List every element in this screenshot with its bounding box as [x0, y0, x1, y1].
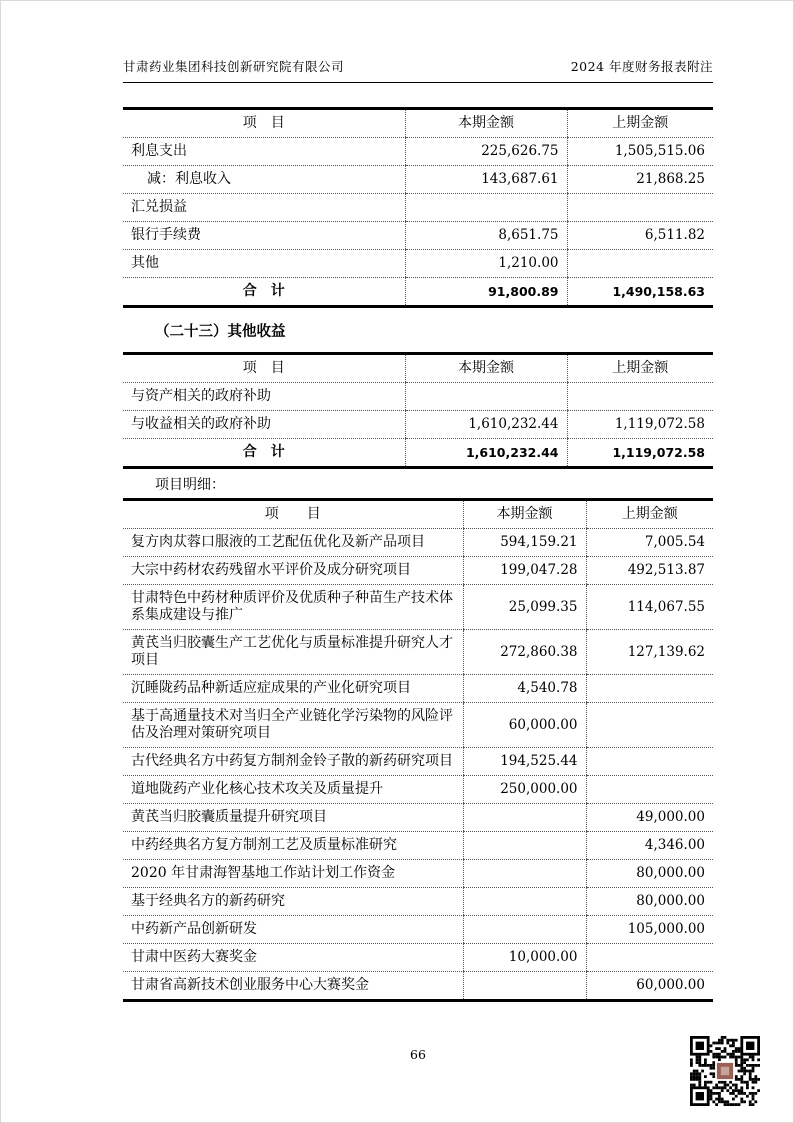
item-cell: 中药新产品创新研发 — [123, 916, 463, 944]
prior-amount-cell: 1,119,072.58 — [567, 439, 713, 468]
prior-amount-cell — [586, 944, 713, 972]
prior-amount-cell: 1,505,515.06 — [567, 138, 713, 166]
prior-amount-cell: 80,000.00 — [586, 860, 713, 888]
prior-amount-cell: 4,346.00 — [586, 832, 713, 860]
current-amount-cell: 8,651.75 — [405, 222, 567, 250]
page-number: 66 — [410, 1047, 426, 1062]
qr-code-image — [690, 1036, 760, 1106]
current-amount-cell: 10,000.00 — [463, 944, 586, 972]
table-row — [123, 529, 713, 557]
table-row — [123, 138, 713, 166]
table-row — [123, 860, 713, 888]
current-amount-cell: 594,159.21 — [463, 529, 586, 557]
col-header-item: 项 目 — [123, 354, 405, 383]
table-row — [123, 383, 713, 411]
table-row — [123, 411, 713, 439]
item-cell: 黄芪当归胶囊生产工艺优化与质量标准提升研究人才项目 — [123, 630, 463, 675]
table-row — [123, 675, 713, 703]
current-amount-cell: 1,210.00 — [405, 250, 567, 278]
prior-amount-cell: 6,511.82 — [567, 222, 713, 250]
table-row — [123, 703, 713, 748]
prior-amount-cell — [586, 675, 713, 703]
table-row — [123, 748, 713, 776]
company-name: 甘肃药业集团科技创新研究院有限公司 — [123, 59, 345, 74]
current-amount-cell — [405, 194, 567, 222]
current-amount-cell — [463, 972, 586, 1001]
total-row — [123, 278, 713, 307]
financial-expense-table — [123, 107, 713, 308]
table-row — [123, 194, 713, 222]
current-amount-cell: 194,525.44 — [463, 748, 586, 776]
col-header-current-amount: 本期金额 — [405, 109, 567, 138]
total-row — [123, 439, 713, 468]
col-header-current-amount: 本期金额 — [463, 500, 586, 529]
current-amount-cell: 143,687.61 — [405, 166, 567, 194]
report-title: 2024 年度财务报表附注 — [570, 59, 713, 74]
item-cell: 合 计 — [123, 278, 405, 307]
current-amount-cell — [463, 832, 586, 860]
item-cell: 与资产相关的政府补助 — [123, 383, 405, 411]
item-cell: 与收益相关的政府补助 — [123, 411, 405, 439]
table-row — [123, 250, 713, 278]
detail-label: 项目明细： — [155, 477, 225, 493]
item-cell: 大宗中药材农药残留水平评价及成分研究项目 — [123, 557, 463, 585]
item-cell: 复方肉苁蓉口服液的工艺配伍优化及新产品项目 — [123, 529, 463, 557]
prior-amount-cell — [567, 250, 713, 278]
prior-amount-cell: 1,119,072.58 — [567, 411, 713, 439]
table-row — [123, 832, 713, 860]
item-cell: 基于经典名方的新药研究 — [123, 888, 463, 916]
prior-amount-cell: 127,139.62 — [586, 630, 713, 675]
item-cell: 道地陇药产业化核心技术攻关及质量提升 — [123, 776, 463, 804]
col-header-prior-amount: 上期金额 — [586, 500, 713, 529]
item-cell: 古代经典名方中药复方制剂金铃子散的新药研究项目 — [123, 748, 463, 776]
item-cell: 银行手续费 — [123, 222, 405, 250]
current-amount-cell — [463, 804, 586, 832]
table-row — [123, 585, 713, 630]
other-income-table — [123, 352, 713, 469]
current-amount-cell: 91,800.89 — [405, 278, 567, 307]
current-amount-cell: 1,610,232.44 — [405, 439, 567, 468]
prior-amount-cell: 492,513.87 — [586, 557, 713, 585]
item-cell: 2020 年甘肃海智基地工作站计划工作资金 — [123, 860, 463, 888]
prior-amount-cell: 1,490,158.63 — [567, 278, 713, 307]
grant-detail-table — [123, 498, 713, 1002]
item-cell: 甘肃省高新技术创业服务中心大赛奖金 — [123, 972, 463, 1001]
prior-amount-cell: 60,000.00 — [586, 972, 713, 1001]
qr-code — [690, 1036, 760, 1106]
header-row — [123, 109, 713, 138]
current-amount-cell — [463, 860, 586, 888]
table-row — [123, 630, 713, 675]
table-row — [123, 888, 713, 916]
item-cell: 汇兑损益 — [123, 194, 405, 222]
prior-amount-cell — [567, 194, 713, 222]
item-cell: 减：利息收入 — [123, 166, 405, 194]
page-header — [123, 0, 713, 83]
item-cell: 中药经典名方复方制剂工艺及质量标准研究 — [123, 832, 463, 860]
header-row — [123, 500, 713, 529]
prior-amount-cell — [567, 383, 713, 411]
current-amount-cell: 225,626.75 — [405, 138, 567, 166]
item-cell: 基于高通量技术对当归全产业链化学污染物的风险评估及治理对策研究项目 — [123, 703, 463, 748]
prior-amount-cell — [586, 748, 713, 776]
section-heading: （二十三）其他收益 — [155, 323, 286, 340]
table-row — [123, 944, 713, 972]
prior-amount-cell: 7,005.54 — [586, 529, 713, 557]
current-amount-cell: 60,000.00 — [463, 703, 586, 748]
col-header-current-amount: 本期金额 — [405, 354, 567, 383]
current-amount-cell: 1,610,232.44 — [405, 411, 567, 439]
current-amount-cell: 250,000.00 — [463, 776, 586, 804]
item-cell: 黄芪当归胶囊质量提升研究项目 — [123, 804, 463, 832]
content-column — [123, 0, 713, 1002]
current-amount-cell: 4,540.78 — [463, 675, 586, 703]
item-cell: 合 计 — [123, 439, 405, 468]
item-cell: 其他 — [123, 250, 405, 278]
prior-amount-cell: 105,000.00 — [586, 916, 713, 944]
current-amount-cell: 25,099.35 — [463, 585, 586, 630]
prior-amount-cell: 80,000.00 — [586, 888, 713, 916]
current-amount-cell — [405, 383, 567, 411]
item-cell: 沉睡陇药品种新适应症成果的产业化研究项目 — [123, 675, 463, 703]
current-amount-cell: 272,860.38 — [463, 630, 586, 675]
current-amount-cell — [463, 888, 586, 916]
table-row — [123, 166, 713, 194]
col-header-item: 项 目 — [123, 109, 405, 138]
col-header-item: 项 目 — [123, 500, 463, 529]
col-header-prior-amount: 上期金额 — [567, 109, 713, 138]
item-cell: 利息支出 — [123, 138, 405, 166]
col-header-prior-amount: 上期金额 — [567, 354, 713, 383]
current-amount-cell: 199,047.28 — [463, 557, 586, 585]
prior-amount-cell: 21,868.25 — [567, 166, 713, 194]
prior-amount-cell — [586, 703, 713, 748]
prior-amount-cell: 49,000.00 — [586, 804, 713, 832]
item-cell: 甘肃特色中药材种质评价及优质种子种苗生产技术体系集成建设与推广 — [123, 585, 463, 630]
table-row — [123, 557, 713, 585]
current-amount-cell — [463, 916, 586, 944]
table-row — [123, 776, 713, 804]
table-row — [123, 916, 713, 944]
item-cell: 甘肃中医药大赛奖金 — [123, 944, 463, 972]
table-row — [123, 804, 713, 832]
header-row — [123, 354, 713, 383]
prior-amount-cell: 114,067.55 — [586, 585, 713, 630]
prior-amount-cell — [586, 776, 713, 804]
table-row — [123, 972, 713, 1001]
table-row — [123, 222, 713, 250]
